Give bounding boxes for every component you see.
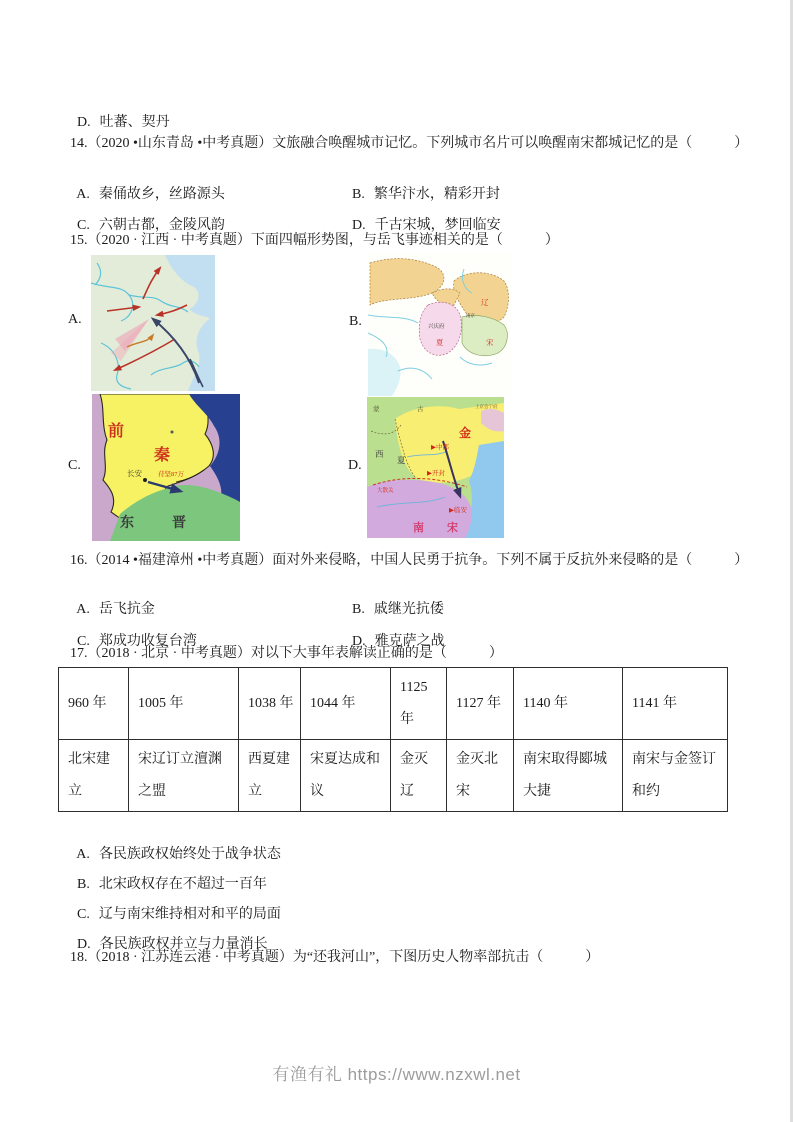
q15-map-d-label: D. bbox=[348, 458, 362, 473]
option-text: 秦俑故乡，丝路源头 bbox=[98, 187, 225, 202]
q15-stem: 15.（2020 · 江西 · 中考真题）下面四幅形势图，与岳飞事迹相关的是（ ） bbox=[70, 233, 559, 248]
map-c-label-qin: 秦 bbox=[154, 447, 171, 464]
option-label: A. bbox=[76, 187, 90, 202]
map-c-label-dong: 东 bbox=[120, 516, 134, 531]
option-label: B. bbox=[352, 602, 365, 617]
q14-option-d bbox=[345, 200, 501, 234]
map-d-label-nan: 南 bbox=[413, 522, 424, 534]
event-cell: 宋辽订立澶渊之盟 bbox=[129, 740, 239, 812]
map-d-label-linan: ▶临安 bbox=[449, 507, 467, 514]
map-image-b bbox=[368, 253, 511, 396]
q14-option-a bbox=[70, 169, 225, 203]
event-cell: 金灭北宋 bbox=[447, 740, 514, 812]
q15-map-a-label: A. bbox=[68, 312, 82, 327]
map-d-label-dasanguan: 大散关 bbox=[377, 488, 394, 494]
q16-stem: 16.（2014 •福建漳州 •中考真题）面对外来侵略，中国人民勇于抗争。下列不属于反抗外来侵略的是（ ） bbox=[70, 553, 749, 568]
event-cell: 北宋建立 bbox=[59, 740, 129, 812]
option-label: B. bbox=[352, 187, 365, 202]
option-text: 岳飞抗金 bbox=[98, 602, 155, 617]
option-text: 辽与南宋维持相对和平的局面 bbox=[98, 907, 281, 922]
option-label: C. bbox=[77, 634, 90, 649]
map-d-label-zhongdu: ▶中都 bbox=[431, 444, 449, 451]
year-cell: 1044 年 bbox=[301, 668, 391, 740]
q16-option-a bbox=[70, 584, 155, 618]
site-watermark-footer: 有渔有礼 https://www.nzxwl.net bbox=[272, 1065, 521, 1084]
option-label: D. bbox=[77, 115, 91, 130]
map-image-c bbox=[92, 394, 240, 541]
table-row-years bbox=[59, 668, 728, 740]
option-label: D. bbox=[352, 634, 366, 649]
q13-option-d bbox=[70, 97, 170, 131]
option-text: 郑成功收复台湾 bbox=[98, 634, 197, 649]
q14-option-c bbox=[70, 200, 225, 234]
map-image-a bbox=[91, 255, 215, 391]
option-label: D. bbox=[77, 937, 91, 952]
q15-map-b-liao-song-xia-map bbox=[368, 253, 511, 396]
q17-timeline-table bbox=[58, 667, 728, 812]
option-text: 千古宋城，梦回临安 bbox=[374, 218, 501, 233]
q15-map-c-feishui-battle-map bbox=[92, 394, 240, 541]
map-b-label-nanjing: 南京 bbox=[466, 313, 475, 318]
option-label: A. bbox=[76, 847, 90, 862]
q15-map-c-label: C. bbox=[68, 458, 81, 473]
map-b-label-song: 宋 bbox=[486, 338, 494, 347]
map-b-label-liao: 辽 bbox=[481, 298, 489, 307]
q15-map-a-battle-arrows-map bbox=[91, 255, 215, 391]
city-dot bbox=[171, 431, 174, 434]
map-image-d bbox=[367, 397, 504, 538]
map-c-label-fujian-87wan: 苻坚87万 bbox=[158, 471, 184, 478]
event-cell: 南宋取得郾城大捷 bbox=[514, 740, 623, 812]
option-text: 各民族政权并立与力量消长 bbox=[99, 937, 268, 952]
q17-option-d bbox=[70, 919, 268, 953]
option-text: 雅克萨之战 bbox=[374, 634, 445, 649]
option-text: 北宋政权存在不超过一百年 bbox=[98, 877, 267, 892]
event-cell: 金灭辽 bbox=[391, 740, 447, 812]
option-label: C. bbox=[77, 907, 90, 922]
option-text: 繁华汴水，精彩开封 bbox=[373, 187, 500, 202]
q14-stem: 14.（2020 •山东青岛 •中考真题）文旅融合唤醒城市记忆。下列城市名片可以唤醒南宋都城记忆的是（ ） bbox=[70, 136, 749, 151]
year-cell: 1125 年 bbox=[391, 668, 447, 740]
option-text: 各民族政权始终处于战争状态 bbox=[98, 847, 281, 862]
q16-option-b bbox=[345, 584, 444, 618]
option-label: A. bbox=[76, 602, 90, 617]
year-cell: 1038 年 bbox=[239, 668, 301, 740]
q17-option-c bbox=[70, 889, 281, 923]
map-d-label-gu: 古 bbox=[417, 406, 424, 413]
option-text: 六朝古都，金陵风韵 bbox=[98, 218, 225, 233]
map-d-label-xia: 夏 bbox=[397, 455, 406, 465]
event-cell: 宋夏达成和议 bbox=[301, 740, 391, 812]
map-d-label-shangjing-huiningfu: 上京会宁府 bbox=[475, 404, 498, 409]
year-cell: 960 年 bbox=[59, 668, 129, 740]
q17-option-b bbox=[70, 859, 267, 893]
option-label: D. bbox=[352, 218, 366, 233]
table-row-events bbox=[59, 740, 728, 812]
event-cell: 南宋与金签订和约 bbox=[623, 740, 728, 812]
q15-map-d-jin-southernsong-map bbox=[367, 397, 504, 538]
map-d-label-meng: 蒙 bbox=[373, 406, 380, 413]
option-label: C. bbox=[77, 218, 90, 233]
q17-stem: 17.（2018 · 北京 · 中考真题）对以下大事年表解读正确的是（ ） bbox=[70, 646, 503, 661]
map-c-label-changan: 长安 bbox=[127, 469, 142, 478]
map-d-label-song: 宋 bbox=[447, 522, 458, 534]
changan-city-dot bbox=[143, 478, 147, 482]
q18-stem: 18.（2018 · 江苏连云港 · 中考真题）为“还我河山”，下图历史人物率部抗击（ ） bbox=[70, 950, 600, 965]
map-d-label-jin: 金 bbox=[459, 426, 472, 440]
option-text: 戚继光抗倭 bbox=[373, 602, 444, 617]
map-b-label-xingqingfu: 兴庆府 bbox=[428, 324, 445, 330]
q14-option-b bbox=[345, 169, 500, 203]
event-cell: 西夏建立 bbox=[239, 740, 301, 812]
option-text: 吐蕃、契丹 bbox=[99, 115, 170, 130]
map-d-label-kaifeng: ▶开封 bbox=[427, 470, 445, 477]
year-cell: 1140 年 bbox=[514, 668, 623, 740]
map-c-label-qian: 前 bbox=[108, 423, 125, 440]
year-cell: 1005 年 bbox=[129, 668, 239, 740]
map-b-label-xia: 夏 bbox=[436, 338, 444, 347]
q15-map-b-label: B. bbox=[349, 314, 362, 329]
q17-option-a bbox=[70, 829, 281, 863]
year-cell: 1127 年 bbox=[447, 668, 514, 740]
map-c-label-jin: 晋 bbox=[172, 516, 186, 531]
map-d-label-xi: 西 bbox=[375, 449, 384, 459]
option-label: B. bbox=[77, 877, 90, 892]
year-cell: 1141 年 bbox=[623, 668, 728, 740]
